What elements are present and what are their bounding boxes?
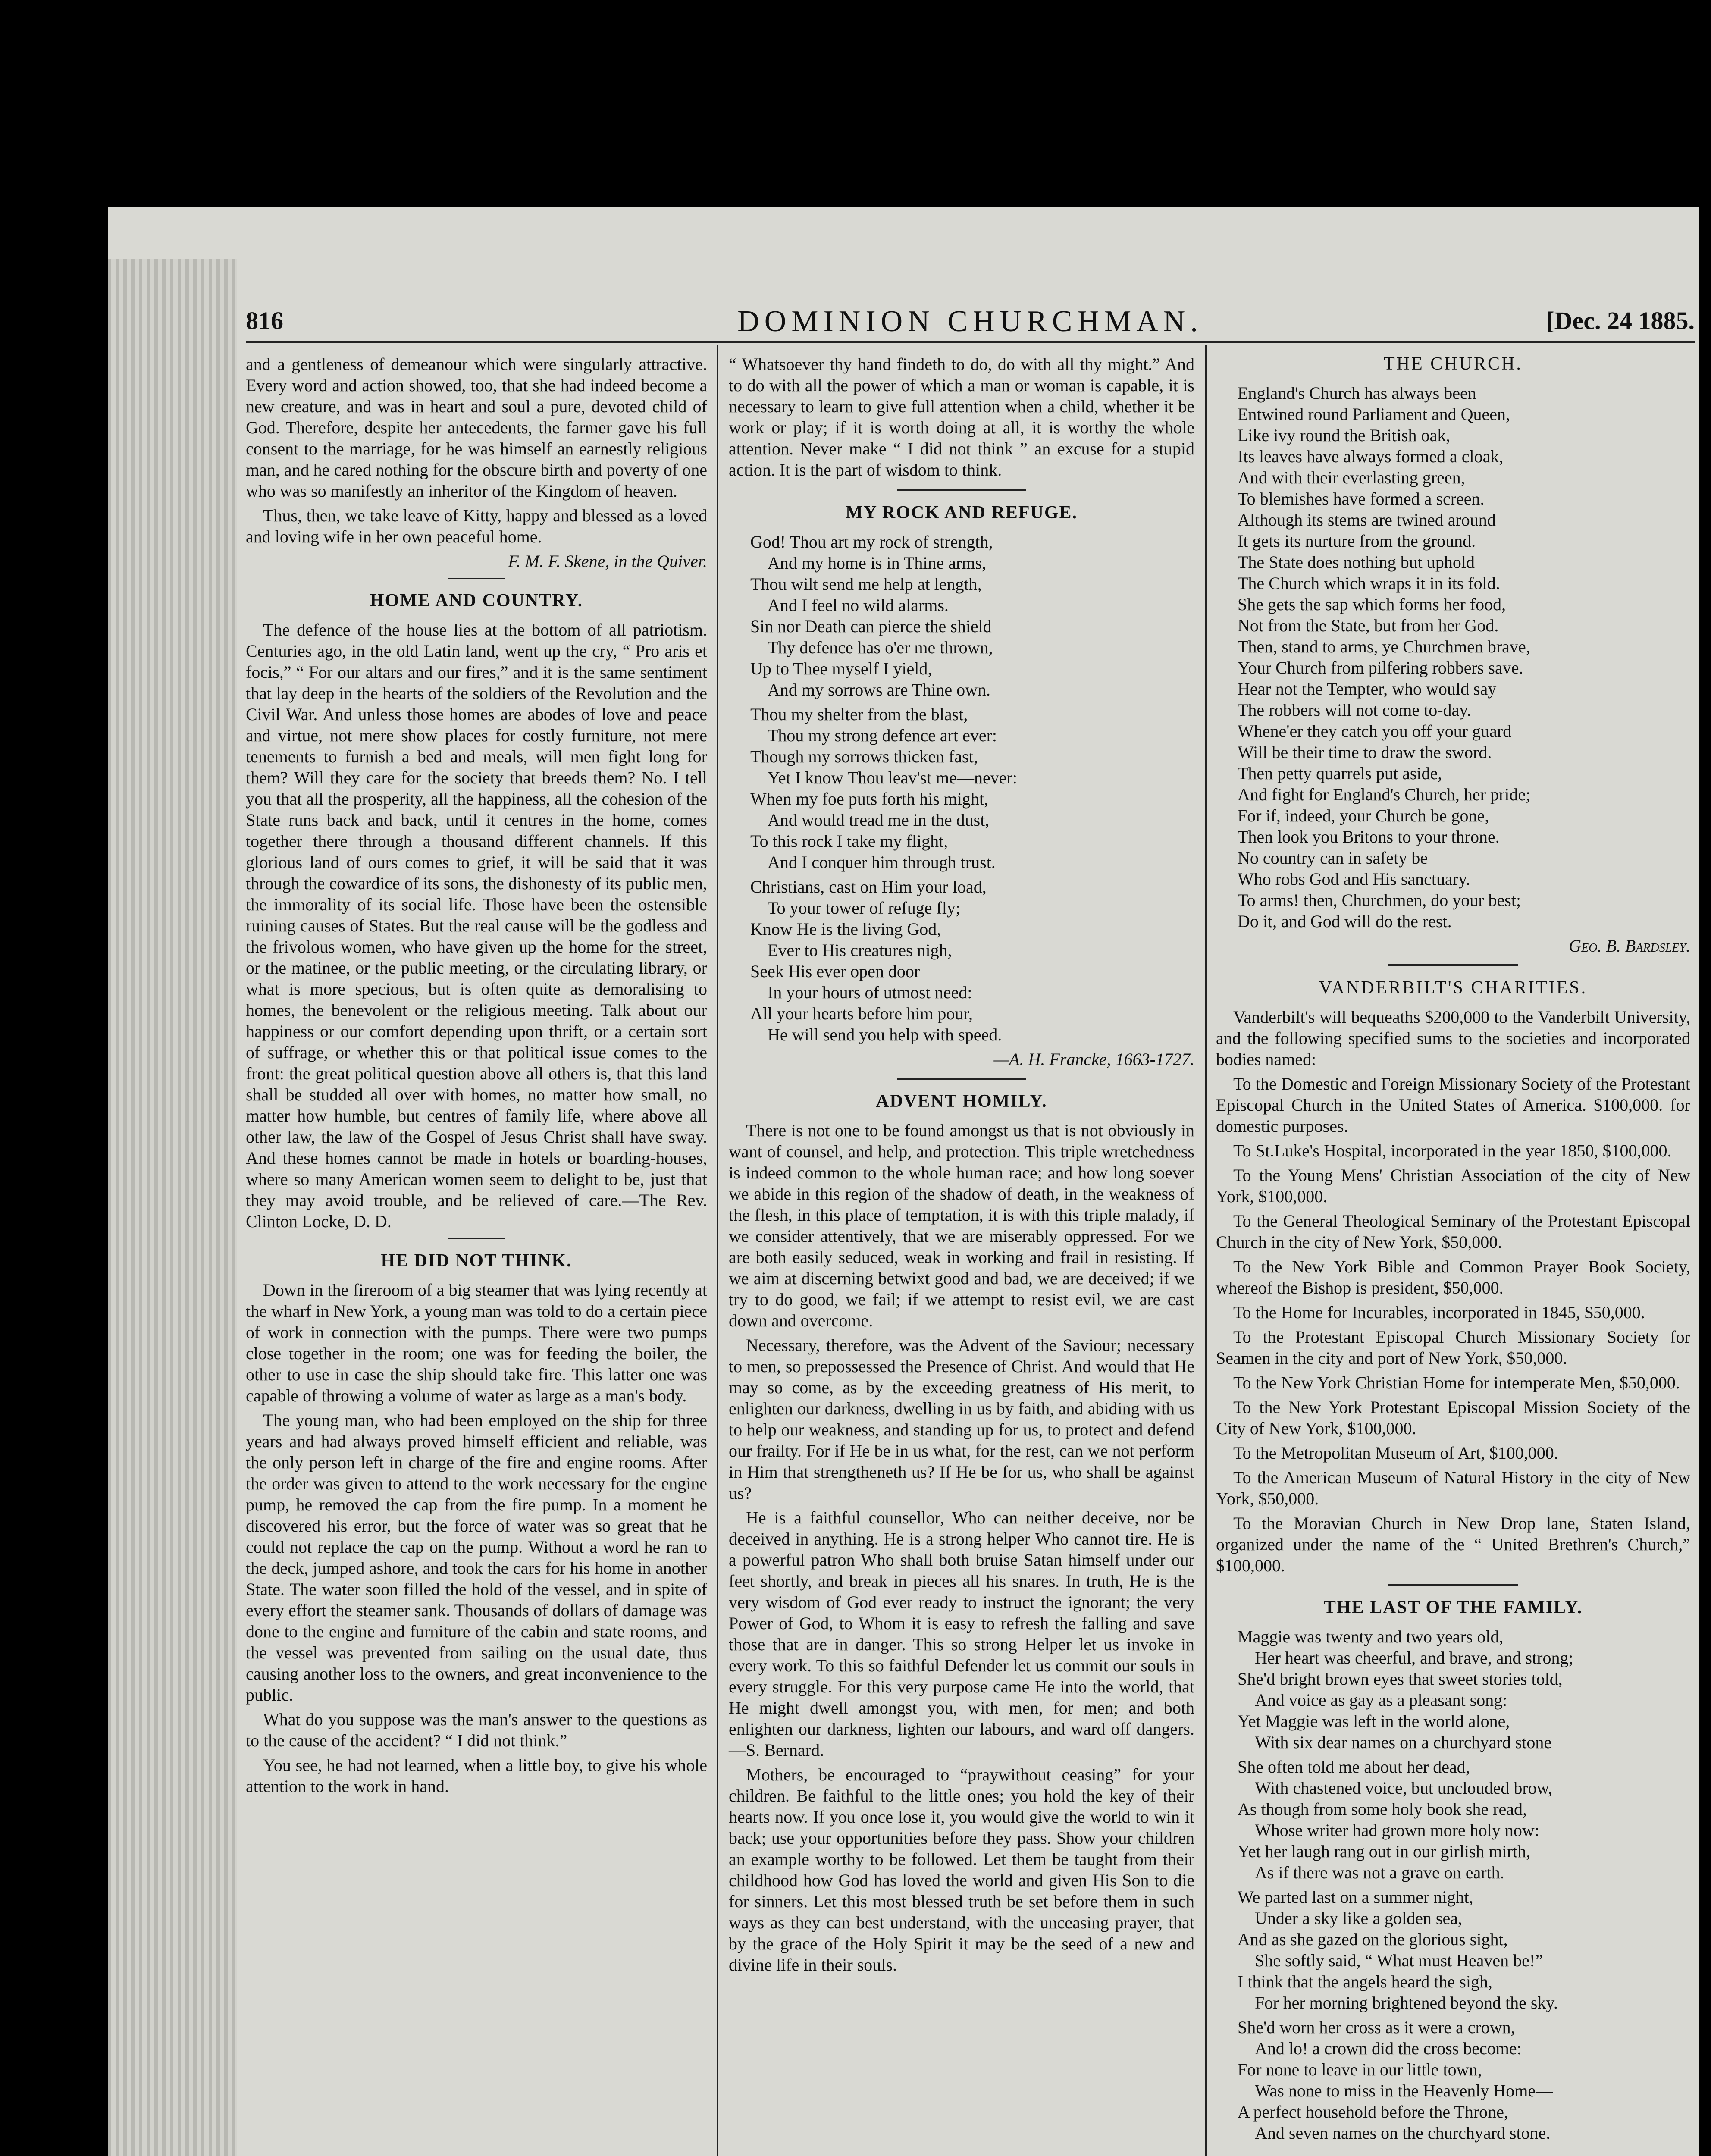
poem-line: Its leaves have always formed a cloak, — [1238, 447, 1504, 466]
bequest-item: To the General Theological Seminary of the Protestant Episcopal Church in the city of New York, $50,000. — [1216, 1211, 1690, 1252]
poem-line: She'd worn her cross as it were a crown, — [1238, 2018, 1515, 2037]
story-continuation: and a gentleness of demeanour which were singularly attractive. Every word and action showed, too, that she had indeed become a new creature, and was in heart and soul a pure, devoted child of God. Therefore, despite her antecedents, the farmer gave his full consent to the marriage, for he was himself an earnestly religious man, and he cared nothing for the obscure birth and poverty of one who was so manifestly an inheritor of the Kingdom of heaven. — [246, 354, 707, 501]
vanderbilt-list — [1216, 1006, 1690, 1576]
poem-line: Whene'er they catch you off your guard — [1238, 721, 1512, 741]
poem-line: Whose writer had grown more holy now: — [1255, 1821, 1539, 1840]
poem-line: With six dear names on a churchyard stone — [1255, 1733, 1552, 1752]
poem-line: Thou my shelter from the blast, — [750, 705, 968, 724]
poem-line: To arms! then, Churchmen, do your best; — [1238, 890, 1521, 910]
poem-line: Yet I know Thou leav'st me—never: — [768, 768, 1017, 787]
poem-line: All your hearts before him pour, — [750, 1004, 973, 1023]
poem-line: Under a sky like a golden sea, — [1255, 1908, 1462, 1928]
poem-line: As if there was not a grave on earth. — [1255, 1863, 1504, 1882]
article-paragraph: Mothers, be encouraged to “praywithout ceasing” for your children. Be faithful to the little ones; you hold the key of their hearts now. If you once lose it, you would give the world to win it back; use your opportunities before they pass. Show your children an example worthy to be followed. Let them be taught from their childhood how God has loved the world and given His Son to die for sinners. Let this most blessed truth be set before them in such ways as they can best understand, with the unceasing prayer, that by the grace of the Holy Spirit it may be the seed of a new and divine life in their souls. — [729, 1765, 1194, 1974]
poem-line: Ever to His creatures nigh, — [768, 940, 952, 960]
article-body-home: The defence of the house lies at the bottom of all patriotism. Centuries ago, in the old Latin land, went up the cry, “ Pro aris et focis,” “ For our altars and our fires,” and it is the same sentiment that lay deep in the hearts of the soldiers of the Revolution and the Civil War. And unless those homes are abodes of love and peace and virtue, not mere show places for costly furniture, not mere tenements to furnish a bed and meals, will men fight long for them? Will they care for the society that breeds them? No. I tell you that all the prosperity, all the happiness, all the cohesion of the State runs back and back, until it centres in the home, comes together there through a thousand different channels. If this glorious land of ours comes to grief, it will be said that it was through the cowardice of its sons, the dishonesty of its public men, the immorality of its social life. Those have been the ostensible ruining causes of States. But the real cause will be the godless and the frivolous women, who have given up the home for the street, or the matinee, or the public meeting, or the circulating library, or what is more specious, but is often quite as demoralising to homes, the benevolent or the religious meeting. Talk about our happiness or our comfort depending upon thrift, or a certain sort of suffrage, or whether this or that political issue comes to the front: the great political question above all others is, that this land shall be studded all over with homes, no matter how small, no matter how humble, but centres of family life, where above all other law, the law of the Gospel of Jesus Christ shall have sway. And these homes cannot be made in hotels or boarding-houses, where so many American women seem to delight to be, just that they may avoid trouble, and be relieved of care.—The Rev. Clinton Locke, D. D. — [246, 620, 707, 1231]
poem-line: Entwined round Parliament and Queen, — [1238, 404, 1510, 424]
page-number: 816 — [246, 307, 283, 335]
bequest-item: To the Domestic and Foreign Missionary Society of the Protestant Episcopal Church in the United States of America. $100,000. for domestic purposes. — [1216, 1074, 1690, 1136]
poem-line: And with their everlasting green, — [1238, 468, 1465, 487]
poem-stanza — [750, 531, 1194, 700]
bequest-item: To the Metropolitan Museum of Art, $100,000. — [1233, 1443, 1558, 1463]
poem-line: To this rock I take my flight, — [750, 831, 948, 851]
issue-date: [Dec. 24 1885. — [1546, 307, 1695, 335]
poem-stanza — [1238, 1626, 1690, 1753]
divider — [1388, 1584, 1518, 1586]
poem-line: When my foe puts forth his might, — [750, 789, 989, 808]
divider — [1388, 964, 1518, 966]
article-title-think: HE DID NOT THINK. — [381, 1251, 572, 1271]
bequest-item: To the Protestant Episcopal Church Missionary Society for Seamen in the city and port of New York, $50,000. — [1216, 1327, 1690, 1368]
poem-line: Thy defence has o'er me thrown, — [768, 638, 993, 657]
poem-line: Not from the State, but from her God. — [1238, 616, 1499, 635]
poem-line: Though my sorrows thicken fast, — [750, 747, 978, 766]
poem-line: And my sorrows are Thine own. — [768, 680, 990, 699]
article-paragraph: Down in the fireroom of a big steamer that was lying recently at the wharf in New York, a young man was told to do a certain piece of work in connection with the pumps. There were two pumps close together in the room; one was for feeding the boiler, the other to use in case the ship should take fire. This latter one was capable of throwing a volume of water as large as a man's body. — [246, 1280, 707, 1405]
poem-attribution: Geo. B. Bardsley. — [1569, 936, 1690, 956]
poem-line: The State does nothing but uphold — [1238, 552, 1475, 572]
poem-line: For none to leave in our little town, — [1238, 2060, 1482, 2079]
poem-line: And I conquer him through trust. — [768, 852, 996, 872]
poem-line: Then, stand to arms, ye Churchmen brave, — [1238, 637, 1530, 656]
poem-line: She softly said, “ What must Heaven be!” — [1255, 1951, 1543, 1970]
poem-line: No country can in safety be — [1238, 848, 1428, 868]
poem-line: England's Church has always been — [1238, 383, 1476, 403]
poem-line: We parted last on a summer night, — [1238, 1887, 1473, 1907]
poem-line: Up to Thee myself I yield, — [750, 659, 932, 678]
poem-line: And seven names on the churchyard stone. — [1255, 2123, 1551, 2143]
poem-line: Do it, and God will do the rest. — [1238, 912, 1452, 931]
poem-stanza — [1238, 1887, 1690, 2013]
poem-line: Sin nor Death can pierce the shield — [750, 617, 992, 636]
column-3 — [1216, 354, 1690, 2147]
poem-line: God! Thou art my rock of strength, — [750, 532, 993, 552]
poem-line: The Church which wraps it in its fold. — [1238, 573, 1500, 593]
article-continuation: “ Whatsoever thy hand findeth to do, do with all thy might.” And to do with all the power of which a man or woman is capable, it is necessary to learn to give full attention when a child, whether it be work or play; if it is worth doing at all, it is worthy the whole attention. Never make “ I did not think ” an excuse for a stupid action. It is the part of wisdom to think. — [729, 354, 1194, 479]
poem-line: With chastened voice, but unclouded brow, — [1255, 1778, 1553, 1798]
divider — [448, 578, 505, 579]
bequest-item: To the Home for Incurables, incorporated in 1845, $50,000. — [1233, 1303, 1645, 1322]
poem-line: And as she gazed on the glorious sight, — [1238, 1930, 1508, 1949]
column-rule-1 — [717, 345, 718, 2156]
page-header — [246, 302, 1695, 343]
poem-line: Know He is the living God, — [750, 919, 941, 939]
poem-line: Although its stems are twined around — [1238, 510, 1496, 530]
poem-line: And voice as gay as a pleasant song: — [1255, 1690, 1507, 1710]
poem-title-church: THE CHURCH. — [1384, 354, 1523, 374]
poem-line: She often told me about her dead, — [1238, 1757, 1470, 1777]
article-paragraph: What do you suppose was the man's answer to the questions as to the cause of the accident? “ I did not think.” — [246, 1710, 707, 1750]
newspaper-page — [108, 207, 1699, 2156]
article-paragraph: Necessary, therefore, was the Advent of the Saviour; necessary to men, so prepossessed the Presence of Christ. And would that He may so come, as by the exceeding greatness of His merit, to enlighten our darkness, dwelling in us by faith, and abiding with us to help our weakness, and standing up for us, to protect and defend our frailty. For if He be in us what, for the rest, can we not perform in Him that strengtheneth us? If He be for us, who shall be against us? — [729, 1335, 1194, 1503]
divider — [897, 489, 1026, 491]
poem-line: Yet her laugh rang out in our girlish mirth, — [1238, 1842, 1531, 1861]
poem-title-last: THE LAST OF THE FAMILY. — [1323, 1598, 1583, 1617]
poem-line: Was none to miss in the Heavenly Home— — [1255, 2081, 1553, 2100]
poem-line: For if, indeed, your Church be gone, — [1238, 806, 1489, 825]
book-page-edges — [108, 259, 237, 2156]
poem-line: She'd bright brown eyes that sweet stories told, — [1238, 1669, 1563, 1689]
divider — [897, 1078, 1026, 1080]
poem-line: As though from some holy book she read, — [1238, 1799, 1527, 1819]
poem-stanza — [1238, 2017, 1690, 2143]
poem-line: Who robs God and His sanctuary. — [1238, 869, 1470, 889]
poem-stanza — [1238, 1756, 1690, 1883]
poem-line: And my home is in Thine arms, — [768, 553, 986, 573]
poem-line: In your hours of utmost need: — [768, 983, 972, 1002]
story-attribution: F. M. F. Skene, in the Quiver. — [508, 552, 707, 571]
article-title-advent: ADVENT HOMILY. — [876, 1091, 1047, 1111]
article-title-vanderbilt: VANDERBILT'S CHARITIES. — [1319, 978, 1588, 998]
bequest-item: To the American Museum of Natural History in the city of New York, $50,000. — [1216, 1468, 1690, 1508]
article-paragraph: You see, he had not learned, when a little boy, to give his whole attention to the work in hand. — [246, 1755, 707, 1796]
column-1 — [246, 354, 707, 1800]
poem-line: Seek His ever open door — [750, 962, 920, 981]
story-closing: Thus, then, we take leave of Kitty, happy and blessed as a loved and loving wife in her own peaceful home. — [246, 506, 707, 546]
poem-line: Hear not the Tempter, who would say — [1238, 679, 1497, 699]
poem-stanza — [750, 704, 1194, 873]
poem-line: Like ivy round the British oak, — [1238, 426, 1451, 445]
poem-line: Your Church from pilfering robbers save. — [1238, 658, 1523, 677]
poem-line: It gets its nurture from the ground. — [1238, 531, 1476, 551]
poem-line: He will send you help with speed. — [768, 1025, 1002, 1044]
bequest-item: To the Young Mens' Christian Association of the city of New York, $100,000. — [1216, 1166, 1690, 1206]
poem-line: And would tread me in the dust, — [768, 810, 990, 830]
poem-line: Christians, cast on Him your load, — [750, 877, 987, 896]
bequest-item: To the New York Protestant Episcopal Mission Society of the City of New York, $100,000. — [1216, 1398, 1690, 1438]
poem-line: I think that the angels heard the sigh, — [1238, 1972, 1492, 1991]
poem-line: For her morning brightened beyond the sky. — [1255, 1993, 1558, 2012]
poem-line: To your tower of refuge fly; — [768, 898, 961, 918]
bequest-item: To the New York Bible and Common Prayer Book Society, whereof the Bishop is president, $50,000. — [1216, 1257, 1690, 1297]
poem-line: The robbers will not come to-day. — [1238, 700, 1471, 720]
bequest-item: To St.Luke's Hospital, incorporated in the year 1850, $100,000. — [1233, 1141, 1672, 1160]
poem-line: A perfect household before the Throne, — [1238, 2102, 1508, 2122]
poem-line: Then look you Britons to your throne. — [1238, 827, 1500, 846]
article-paragraph: He is a faithful counsellor, Who can neither deceive, nor be deceived in anything. He is a strong helper Who cannot tire. He is a powerful patron Who shall both bruise Satan himself under our feet shortly, and break in pieces all his snares. In truth, He is the very wisdom of God ever ready to instruct the ignorant; the very Power of God, to Whom it is easy to refresh the falling and save those that are in danger. This so strong Helper let us invoke in every work. To this so faithful Defender let us commit our souls in every struggle. For this very purpose came He into the world, that He might dwell amongst you, with men, for men; and both enlighten our darkness, lighten our labours, and ward off dangers.—S. Bernard. — [729, 1508, 1194, 1760]
article-paragraph: The young man, who had been employed on the ship for three years and had always proved himself efficient and reliable, was the only person left in charge of the fire and engine rooms. After the order was given to attend to the work necessary for the engine pump, he removed the cap from the fire pump. In a moment he discovered his error, but the force of water was so great that he could not replace the cap on the pump. Without a word he ran to the deck, jumped ashore, and took the cars for his home in another State. The water soon filled the hold of the vessel, and in spite of every effort the steamer sank. Thousands of dollars of damage was done to the engine and furniture of the cabin and state rooms, and the vessel was prevented from sailing on the usual date, thus causing another loss to the owners, and great inconvenience to the public. — [246, 1410, 707, 1705]
poem-title-rock: MY ROCK AND REFUGE. — [845, 503, 1078, 523]
poem-line: And I feel no wild alarms. — [768, 595, 949, 615]
bequest-item: To the New York Christian Home for intemperate Men, $50,000. — [1233, 1373, 1680, 1392]
bequest-item: Vanderbilt's will bequeaths $200,000 to the Vanderbilt University, and the following specified sums to the societies and incorporated bodies named: — [1216, 1007, 1690, 1069]
poem-line: Her heart was cheerful, and brave, and strong; — [1255, 1648, 1573, 1667]
poem-church — [1238, 382, 1690, 932]
poem-line: Then petty quarrels put aside, — [1238, 764, 1442, 783]
poem-line: Yet Maggie was left in the world alone, — [1238, 1711, 1510, 1731]
bequest-item: To the Moravian Church in New Drop lane, Staten Island, organized under the name of the “ United Brethren's Church,” $100,000. — [1216, 1514, 1690, 1575]
poem-line: She gets the sap which forms her food, — [1238, 595, 1506, 614]
column-2 — [729, 354, 1194, 1979]
poem-stanza — [750, 876, 1194, 1045]
masthead-title: DOMINION CHURCHMAN. — [737, 305, 1203, 338]
article-title-home: HOME AND COUNTRY. — [370, 591, 583, 611]
poem-line: Will be their time to draw the sword. — [1238, 743, 1492, 762]
poem-line: And lo! a crown did the cross become: — [1255, 2039, 1522, 2058]
poem-line: Thou wilt send me help at length, — [750, 574, 982, 594]
poem-line: To blemishes have formed a screen. — [1238, 489, 1485, 508]
poem-attribution: —A. H. Francke, 1663-1727. — [993, 1050, 1194, 1069]
poem-line: Thou my strong defence art ever: — [768, 726, 997, 745]
divider — [448, 1238, 505, 1239]
poem-line: And fight for England's Church, her pride; — [1238, 785, 1531, 804]
article-paragraph: There is not one to be found amongst us that is not obviously in want of counsel, and help, and protection. This triple wretchedness is indeed common to the whole human race; and how long soever we abide in this region of the shadow of death, in the weakness of the flesh, in this place of temptation, it is with this triple malady, if we consider attentively, that we are miserably oppressed. For we are both easily seduced, weak in working and frail in resisting. If we aim at discerning betwixt good and bad, we are deceived; if we try to do good, we fail; if we attempt to resist evil, we are cast down and overcome. — [729, 1121, 1194, 1330]
poem-line: Maggie was twenty and two years old, — [1238, 1627, 1504, 1646]
column-rule-2 — [1205, 345, 1207, 2156]
